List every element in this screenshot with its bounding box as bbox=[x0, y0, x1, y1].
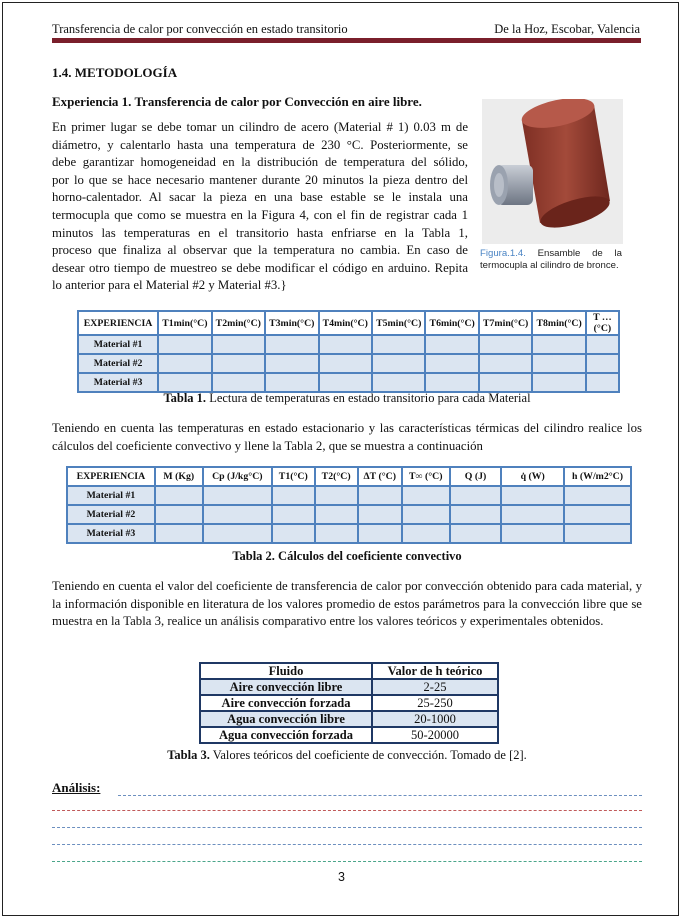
figure-cylinder-assembly bbox=[482, 99, 623, 244]
empty-cell[interactable] bbox=[155, 524, 203, 543]
answer-line[interactable] bbox=[52, 827, 642, 828]
table-row bbox=[67, 486, 631, 505]
empty-cell[interactable] bbox=[358, 486, 402, 505]
empty-cell[interactable] bbox=[425, 335, 478, 354]
empty-cell[interactable] bbox=[425, 373, 478, 392]
paragraph-line: por lo que se hace necesario mantener durante 20 minutos la pieza dentro del bbox=[52, 172, 468, 187]
empty-cell[interactable] bbox=[212, 354, 265, 373]
empty-cell[interactable] bbox=[319, 335, 372, 354]
column-header: Valor de h teórico bbox=[372, 663, 498, 679]
empty-cell[interactable] bbox=[372, 373, 425, 392]
column-header: T8min(°C) bbox=[532, 311, 585, 335]
empty-cell[interactable] bbox=[532, 354, 585, 373]
column-header: Fluido bbox=[200, 663, 372, 679]
table-row bbox=[78, 373, 619, 392]
empty-cell[interactable] bbox=[501, 486, 564, 505]
table-row bbox=[200, 695, 498, 711]
column-header: T3min(°C) bbox=[265, 311, 318, 335]
paragraph-calculations: Teniendo en cuenta las temperaturas en estado estacionario y las características térmicas del cilindro realice los cálculos del coeficiente convectivo y llene la Tabla 2, que se muestra a continuación bbox=[52, 421, 642, 453]
column-header: T6min(°C) bbox=[425, 311, 478, 335]
empty-cell[interactable] bbox=[155, 486, 203, 505]
answer-line[interactable] bbox=[118, 795, 642, 796]
row-label: Material #3 bbox=[67, 524, 155, 543]
row-label: Material #2 bbox=[78, 354, 158, 373]
empty-cell[interactable] bbox=[532, 373, 585, 392]
empty-cell[interactable] bbox=[272, 524, 315, 543]
empty-cell[interactable] bbox=[155, 505, 203, 524]
empty-cell[interactable] bbox=[265, 354, 318, 373]
table-header-row bbox=[78, 311, 619, 335]
column-header: T5min(°C) bbox=[372, 311, 425, 335]
page-number: 3 bbox=[338, 870, 345, 884]
h-value: 2-25 bbox=[372, 679, 498, 695]
cylinder-thermocouple-icon bbox=[482, 99, 623, 244]
figure-label: Figura.1.4. bbox=[480, 248, 526, 259]
empty-cell[interactable] bbox=[203, 505, 272, 524]
table-row bbox=[78, 335, 619, 354]
empty-cell[interactable] bbox=[479, 335, 532, 354]
empty-cell[interactable] bbox=[501, 505, 564, 524]
column-header: Q (J) bbox=[450, 467, 502, 486]
empty-cell[interactable] bbox=[203, 524, 272, 543]
column-header: EXPERIENCIA bbox=[67, 467, 155, 486]
table3-caption-label: Tabla 3. bbox=[167, 748, 210, 762]
empty-cell[interactable] bbox=[586, 354, 619, 373]
table-row bbox=[200, 679, 498, 695]
column-header: ΔT (°C) bbox=[358, 467, 402, 486]
row-label: Material #2 bbox=[67, 505, 155, 524]
paragraph-procedure bbox=[52, 119, 468, 295]
column-header: M (Kg) bbox=[155, 467, 203, 486]
row-label: Material #3 bbox=[78, 373, 158, 392]
paragraph-line: debe garantizar homogeneidad en la distribución de temperatura del sólido, bbox=[52, 155, 468, 170]
empty-cell[interactable] bbox=[402, 524, 450, 543]
empty-cell[interactable] bbox=[479, 354, 532, 373]
paragraph-line: diámetro, y calentarlo hasta una temperatura de 230 °C. Posteriormente, se bbox=[52, 137, 468, 152]
empty-cell[interactable] bbox=[158, 373, 211, 392]
empty-cell[interactable] bbox=[402, 486, 450, 505]
empty-cell[interactable] bbox=[532, 335, 585, 354]
table-row bbox=[67, 505, 631, 524]
column-header: T1min(°C) bbox=[158, 311, 211, 335]
column-header: T7min(°C) bbox=[479, 311, 532, 335]
column-header: T∞ (°C) bbox=[402, 467, 450, 486]
table-row bbox=[67, 524, 631, 543]
paragraph-line: proceso que finaliza al observar que la temperatura no cambia. En caso de bbox=[52, 243, 468, 258]
table1-caption-text: Lectura de temperaturas en estado transitorio para cada Material bbox=[206, 391, 531, 405]
column-header: Cp (J/kg°C) bbox=[203, 467, 272, 486]
paragraph-analysis-instructions: Teniendo en cuenta el valor del coeficiente de transferencia de calor por convección obtenido para cada material, y la información disponible en literatura de los valores promedio de estos parámetros para la convección libre que se muestra en la Tabla 3, realice un análisis comparativo entre los valores teóricos y experimentales obtenidos. bbox=[52, 579, 642, 629]
header-authors: De la Hoz, Escobar, Valencia bbox=[494, 22, 640, 36]
empty-cell[interactable] bbox=[319, 354, 372, 373]
empty-cell[interactable] bbox=[272, 486, 315, 505]
empty-cell[interactable] bbox=[372, 354, 425, 373]
figure-caption-text: Ensamble de la termocupla al cilindro de bronce. bbox=[480, 248, 622, 271]
fluid-name: Aire convección forzada bbox=[200, 695, 372, 711]
empty-cell[interactable] bbox=[315, 505, 358, 524]
empty-cell[interactable] bbox=[450, 486, 502, 505]
empty-cell[interactable] bbox=[358, 505, 402, 524]
empty-cell[interactable] bbox=[203, 486, 272, 505]
table-row bbox=[78, 354, 619, 373]
column-header: T2(°C) bbox=[315, 467, 358, 486]
h-value: 50-20000 bbox=[372, 727, 498, 743]
column-header: T2min(°C) bbox=[212, 311, 265, 335]
table1-caption bbox=[52, 391, 642, 406]
column-header: q̇ (W) bbox=[501, 467, 564, 486]
figure-caption bbox=[480, 248, 622, 272]
empty-cell[interactable] bbox=[450, 505, 502, 524]
h-value: 20-1000 bbox=[372, 711, 498, 727]
paragraph-line: termocupla que como se muestra en la Figura 4, con el fin de registrar cada 1 bbox=[52, 207, 468, 222]
empty-cell[interactable] bbox=[315, 486, 358, 505]
empty-cell[interactable] bbox=[158, 354, 211, 373]
row-label: Material #1 bbox=[67, 486, 155, 505]
empty-cell[interactable] bbox=[564, 486, 631, 505]
empty-cell[interactable] bbox=[564, 524, 631, 543]
paragraph-line: En primer lugar se debe tomar un cilindro de acero (Material # 1) 0.03 m de bbox=[52, 120, 468, 134]
empty-cell[interactable] bbox=[501, 524, 564, 543]
table2-caption: Tabla 2. Cálculos del coeficiente convectivo bbox=[232, 549, 462, 563]
empty-cell[interactable] bbox=[564, 505, 631, 524]
table1-caption-label: Tabla 1. bbox=[163, 391, 207, 405]
empty-cell[interactable] bbox=[586, 373, 619, 392]
table-convective-coefficient bbox=[66, 466, 632, 544]
row-label: Material #1 bbox=[78, 335, 158, 354]
column-header: T … (°C) bbox=[586, 311, 619, 335]
empty-cell[interactable] bbox=[272, 505, 315, 524]
empty-cell[interactable] bbox=[265, 335, 318, 354]
paragraph-line: lo anterior para el Material #2 y Material #3.} bbox=[52, 278, 287, 293]
empty-cell[interactable] bbox=[358, 524, 402, 543]
column-header: h (W/m2°C) bbox=[564, 467, 631, 486]
h-value: 25-250 bbox=[372, 695, 498, 711]
empty-cell[interactable] bbox=[265, 373, 318, 392]
answer-line[interactable] bbox=[52, 844, 642, 845]
header-title: Transferencia de calor por convección en estado transitorio bbox=[52, 22, 348, 36]
table-header-row bbox=[200, 663, 498, 679]
column-header: T4min(°C) bbox=[319, 311, 372, 335]
empty-cell[interactable] bbox=[212, 335, 265, 354]
table3-caption-text: Valores teóricos del coeficiente de convección. Tomado de [2]. bbox=[209, 748, 527, 762]
empty-cell[interactable] bbox=[586, 335, 619, 354]
fluid-name: Aire convección libre bbox=[200, 679, 372, 695]
empty-cell[interactable] bbox=[479, 373, 532, 392]
empty-cell[interactable] bbox=[402, 505, 450, 524]
column-header: EXPERIENCIA bbox=[78, 311, 158, 335]
table-row bbox=[200, 727, 498, 743]
table-temperatures bbox=[77, 310, 620, 393]
empty-cell[interactable] bbox=[372, 335, 425, 354]
empty-cell[interactable] bbox=[158, 335, 211, 354]
experience-title: Experiencia 1. Transferencia de calor por Convección en aire libre. bbox=[52, 94, 422, 109]
paragraph-line: horno-calentador. Al sacar la pieza en una base estable se le instala una bbox=[52, 190, 468, 205]
table3-caption bbox=[52, 748, 642, 763]
table-theoretical-values bbox=[199, 662, 499, 744]
header-rule bbox=[52, 38, 641, 43]
paragraph-line: minutos las temperaturas en el transitorio hasta enfriarse en la Tabla 1, bbox=[52, 225, 468, 240]
fluid-name: Agua convección forzada bbox=[200, 727, 372, 743]
table-header-row bbox=[67, 467, 631, 486]
empty-cell[interactable] bbox=[212, 373, 265, 392]
column-header: T1(°C) bbox=[272, 467, 315, 486]
analysis-label: Análisis: bbox=[52, 780, 101, 795]
paragraph-line: desear otro tiempo de muestreo se debe modificar el código en arduino. Repita bbox=[52, 260, 468, 275]
table-row bbox=[200, 711, 498, 727]
empty-cell[interactable] bbox=[450, 524, 502, 543]
empty-cell[interactable] bbox=[425, 354, 478, 373]
empty-cell[interactable] bbox=[319, 373, 372, 392]
empty-cell[interactable] bbox=[315, 524, 358, 543]
section-title: 1.4. METODOLOGÍA bbox=[52, 65, 178, 80]
fluid-name: Agua convección libre bbox=[200, 711, 372, 727]
answer-line[interactable] bbox=[52, 810, 642, 811]
answer-line[interactable] bbox=[52, 861, 642, 862]
